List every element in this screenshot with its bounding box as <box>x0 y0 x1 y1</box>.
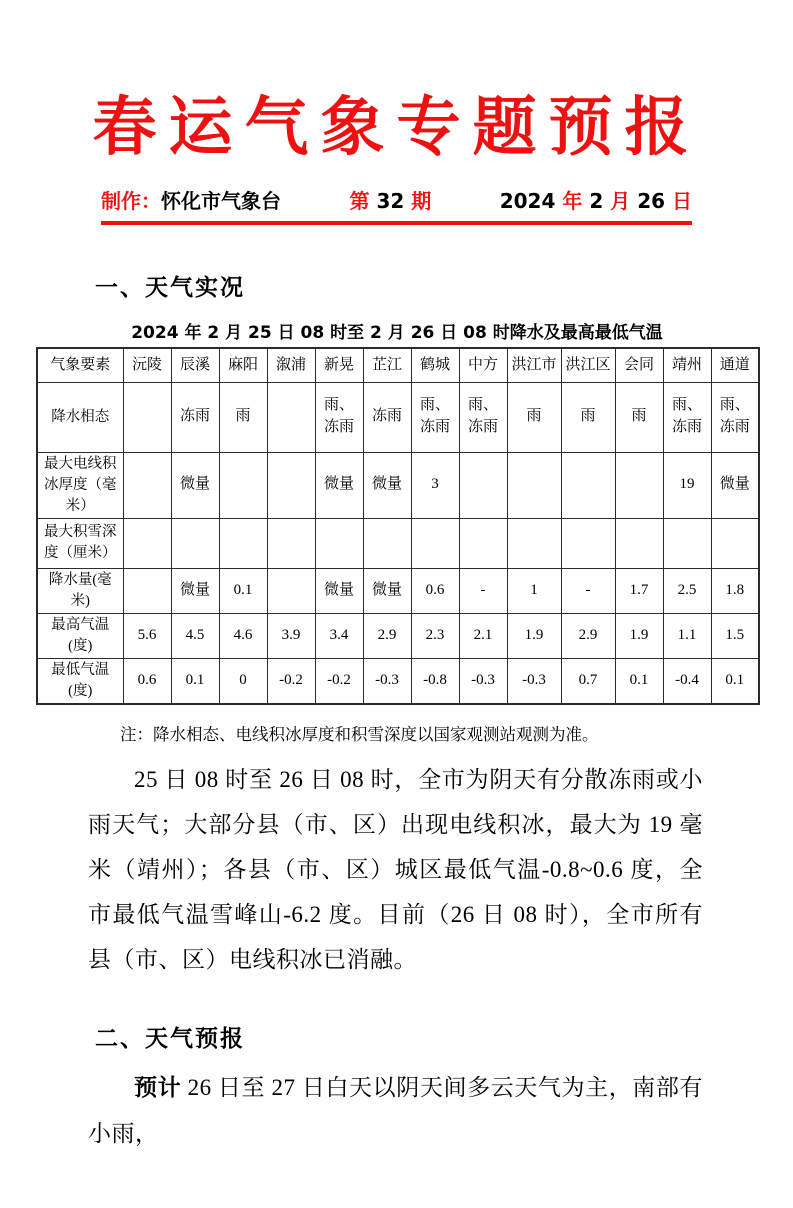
table-value-cell: 0.1 <box>171 658 219 704</box>
date-year-unit: 年 <box>562 189 583 214</box>
table-value-cell: 19 <box>663 452 711 518</box>
table-value-cell: 1 <box>507 568 561 613</box>
table-value-cell: 3 <box>411 452 459 518</box>
table-row <box>37 658 759 704</box>
table-value-cell <box>219 518 267 568</box>
table-value-cell: 2.9 <box>561 613 615 658</box>
table-value-cell: -0.2 <box>267 658 315 704</box>
table-value-cell <box>507 452 561 518</box>
table-place-header: 靖州 <box>663 348 711 382</box>
table-value-cell <box>459 452 507 518</box>
table-corner-header: 气象要素 <box>37 348 123 382</box>
table-value-cell: 雨 <box>507 382 561 452</box>
table-value-cell: 4.6 <box>219 613 267 658</box>
table-value-cell: 0.1 <box>711 658 759 704</box>
table-place-header: 鹤城 <box>411 348 459 382</box>
table-value-cell: 3.4 <box>315 613 363 658</box>
forecast-paragraph <box>88 1065 703 1156</box>
table-value-cell <box>411 518 459 568</box>
table-value-cell <box>561 518 615 568</box>
table-value-cell: 雨、冻雨 <box>663 382 711 452</box>
row-label-cell: 降水相态 <box>37 382 123 452</box>
weather-summary-paragraph: 25 日 08 时至 26 日 08 时，全市为阴天有分散冻雨或小雨天气；大部分县（市、区）出现电线积冰，最大为 19 毫米（靖州）；各县（市、区）城区最低气温-0.8~0.6 度，全市最低气温雪峰山-6.2 度。目前（26 日 08 时），全市所有县（市、区）电线积冰已消融。 <box>88 766 703 972</box>
table-value-cell: -0.3 <box>459 658 507 704</box>
table-value-cell: 0.7 <box>561 658 615 704</box>
header-divider <box>101 221 692 225</box>
section2-heading: 二、天气预报 <box>95 1025 245 1052</box>
table-value-cell: -0.8 <box>411 658 459 704</box>
weather-table-title: 2024 年 2 月 25 日 08 时至 2 月 26 日 08 时降水及最高最低气温 <box>131 323 663 344</box>
issue-value: 32 <box>376 189 405 214</box>
row-label-cell: 最大电线积冰厚度（毫米） <box>37 452 123 518</box>
table-value-cell: 雨、冻雨 <box>711 382 759 452</box>
table-value-cell <box>123 382 171 452</box>
doc-title: 春运气象专题预报 <box>92 90 701 165</box>
table-value-cell: 雨、冻雨 <box>315 382 363 452</box>
issue-date <box>500 185 692 214</box>
producer-label: 制作： <box>101 189 161 214</box>
weather-table <box>36 347 760 705</box>
table-value-cell <box>267 518 315 568</box>
table-value-cell: 1.9 <box>507 613 561 658</box>
table-value-cell <box>663 518 711 568</box>
table-value-cell: 1.8 <box>711 568 759 613</box>
table-value-cell: 0 <box>219 658 267 704</box>
table-value-cell: -0.2 <box>315 658 363 704</box>
section1-heading: 一、天气实况 <box>95 275 245 302</box>
forecast-text: 26 日至 27 日白天以阴天间多云天气为主，南部有小雨， <box>88 1074 704 1146</box>
table-value-cell: 1.7 <box>615 568 663 613</box>
table-value-cell: 0.1 <box>219 568 267 613</box>
date-month-unit: 月 <box>610 189 631 214</box>
table-value-cell <box>561 452 615 518</box>
table-value-cell: 4.5 <box>171 613 219 658</box>
table-row <box>37 452 759 518</box>
table-value-cell: 0.6 <box>123 658 171 704</box>
issue-prefix: 第 <box>349 189 370 214</box>
table-value-cell: 微量 <box>171 568 219 613</box>
table-value-cell <box>267 568 315 613</box>
producer <box>101 185 281 214</box>
date-month: 2 <box>589 189 604 214</box>
table-value-cell: -0.3 <box>363 658 411 704</box>
date-year: 2024 <box>499 189 556 214</box>
table-value-cell: 雨 <box>615 382 663 452</box>
table-value-cell: 微量 <box>315 452 363 518</box>
table-row <box>37 613 759 658</box>
table-value-cell: -0.4 <box>663 658 711 704</box>
table-value-cell <box>123 452 171 518</box>
table-value-cell <box>615 518 663 568</box>
table-value-cell: 1.9 <box>615 613 663 658</box>
table-value-cell <box>363 518 411 568</box>
table-row <box>37 518 759 568</box>
issue-number <box>349 185 431 214</box>
table-row <box>37 382 759 452</box>
row-label-cell: 最高气温(度) <box>37 613 123 658</box>
table-value-cell: 1.1 <box>663 613 711 658</box>
table-value-cell <box>315 518 363 568</box>
table-value-cell: 0.6 <box>411 568 459 613</box>
table-value-cell: 1.5 <box>711 613 759 658</box>
table-value-cell: 微量 <box>171 452 219 518</box>
table-place-header: 沅陵 <box>123 348 171 382</box>
table-value-cell: 冻雨 <box>363 382 411 452</box>
table-place-header: 新晃 <box>315 348 363 382</box>
table-row <box>37 568 759 613</box>
table-value-cell: 微量 <box>315 568 363 613</box>
table-value-cell <box>267 452 315 518</box>
date-day-unit: 日 <box>672 189 692 214</box>
forecast-lead: 预计 <box>134 1074 182 1101</box>
weather-table-head-row <box>37 348 759 382</box>
table-value-cell: 5.6 <box>123 613 171 658</box>
table-value-cell: 雨、冻雨 <box>411 382 459 452</box>
table-value-cell: 雨 <box>219 382 267 452</box>
table-place-header: 中方 <box>459 348 507 382</box>
table-note: 注：降水相态、电线积冰厚度和积雪深度以国家观测站观测为准。 <box>120 724 599 744</box>
table-place-header: 通道 <box>711 348 759 382</box>
table-value-cell: - <box>561 568 615 613</box>
weather-table-body <box>37 382 759 704</box>
table-value-cell: 2.5 <box>663 568 711 613</box>
table-value-cell: 微量 <box>363 452 411 518</box>
table-value-cell <box>123 518 171 568</box>
document-page <box>0 86 793 1208</box>
table-value-cell: 3.9 <box>267 613 315 658</box>
table-value-cell <box>459 518 507 568</box>
meta-row <box>101 185 692 214</box>
table-value-cell: -0.3 <box>507 658 561 704</box>
table-value-cell: - <box>459 568 507 613</box>
table-value-cell: 0.1 <box>615 658 663 704</box>
table-value-cell: 雨、冻雨 <box>459 382 507 452</box>
table-value-cell: 2.3 <box>411 613 459 658</box>
table-place-header: 麻阳 <box>219 348 267 382</box>
table-value-cell: 2.1 <box>459 613 507 658</box>
date-day: 26 <box>637 189 666 214</box>
row-label-cell: 最大积雪深度（厘米） <box>37 518 123 568</box>
table-place-header: 溆浦 <box>267 348 315 382</box>
table-value-cell <box>711 518 759 568</box>
table-place-header: 洪江区 <box>561 348 615 382</box>
table-place-header: 洪江市 <box>507 348 561 382</box>
table-value-cell: 微量 <box>711 452 759 518</box>
table-value-cell <box>615 452 663 518</box>
row-label-cell: 最低气温(度) <box>37 658 123 704</box>
table-place-header: 辰溪 <box>171 348 219 382</box>
table-value-cell <box>171 518 219 568</box>
table-value-cell <box>267 382 315 452</box>
table-value-cell <box>507 518 561 568</box>
producer-name: 怀化市气象台 <box>161 189 281 214</box>
table-value-cell: 雨 <box>561 382 615 452</box>
issue-suffix: 期 <box>411 189 432 214</box>
table-value-cell: 微量 <box>363 568 411 613</box>
table-value-cell <box>219 452 267 518</box>
table-value-cell: 2.9 <box>363 613 411 658</box>
table-value-cell <box>123 568 171 613</box>
row-label-cell: 降水量(毫米) <box>37 568 123 613</box>
table-place-header: 会同 <box>615 348 663 382</box>
table-value-cell: 冻雨 <box>171 382 219 452</box>
table-place-header: 芷江 <box>363 348 411 382</box>
